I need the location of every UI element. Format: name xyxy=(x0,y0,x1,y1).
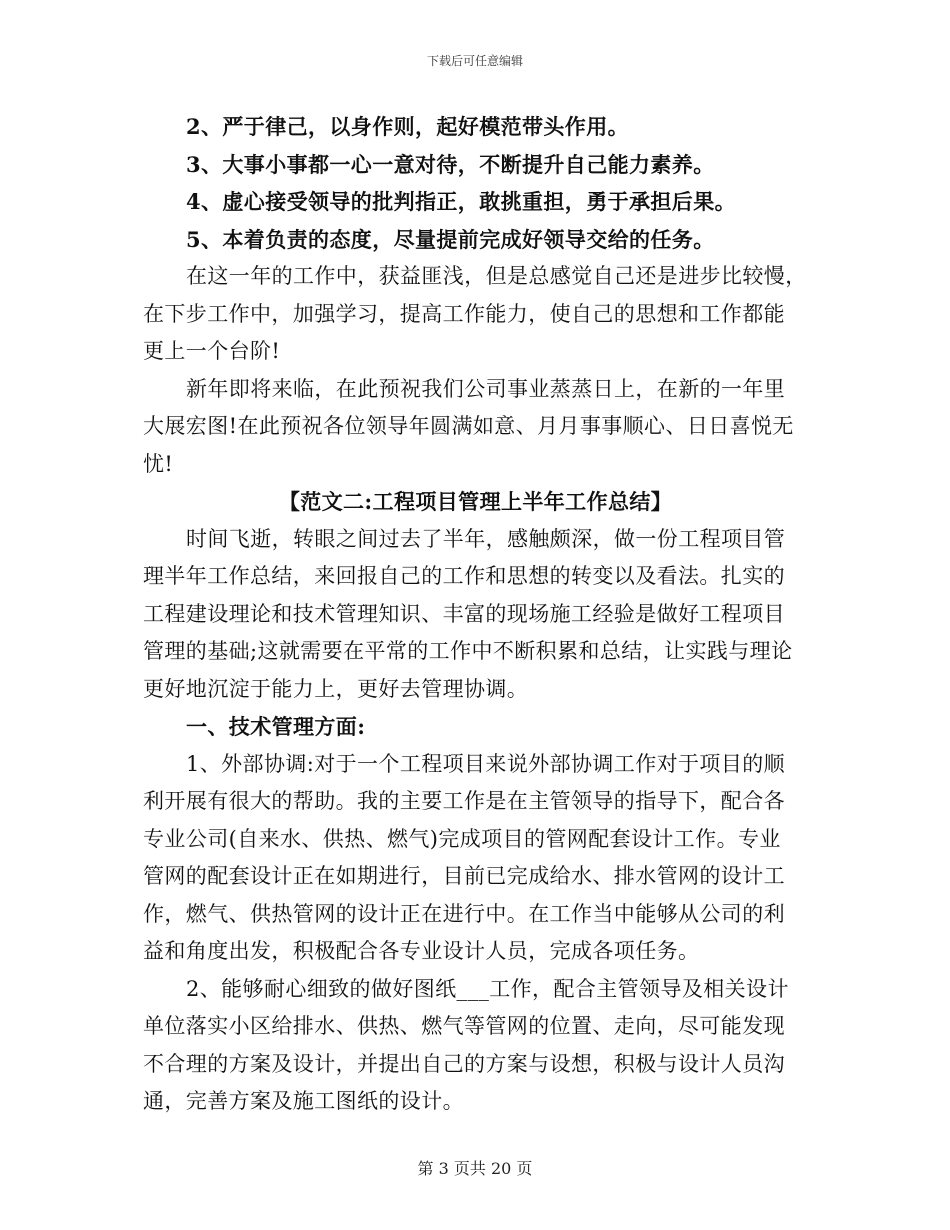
page-header: 下载后可任意编辑 xyxy=(426,54,523,68)
text-line: 1、外部协调:对于一个工程项目来说外部协调工作对于项目的顺 xyxy=(186,751,786,776)
text-line: 更上一个台阶! xyxy=(143,339,281,363)
text-line: 2、能够耐心细致的做好图纸___工作，配合主管领导及相关设计 xyxy=(186,976,789,1001)
text-line: 大展宏图!在此预祝各位领导年圆满如意、月月事事顺心、日日喜悦无 xyxy=(143,414,794,438)
text-line: 益和角度出发，积极配合各专业设计人员，完成各项任务。 xyxy=(143,939,700,963)
text-line: 通，完善方案及施工图纸的设计。 xyxy=(143,1089,464,1113)
text-line: 不合理的方案及设计，并提出自己的方案与设想，积极与设计人员沟 xyxy=(143,1051,785,1076)
text-line: 单位落实小区给排水、供热、燃气等管网的位置、走向，尽可能发现 xyxy=(143,1014,785,1038)
text-line: 3、大事小事都一心一意对待，不断提升自己能力素养。 xyxy=(186,151,715,177)
section-title: 【范文二:工程项目管理上半年工作总结】 xyxy=(278,489,673,514)
text-line: 新年即将来临，在此预祝我们公司事业蒸蒸日上，在新的一年里 xyxy=(186,376,786,401)
text-line: 专业公司(自来水、供热、燃气)完成项目的管网配套设计工作。专业 xyxy=(143,826,781,851)
page-footer: 第 3 页共 20 页 xyxy=(417,1159,533,1178)
text-line: 管理的基础;这就需要在平常的工作中不断积累和总结，让实践与理论 xyxy=(143,639,793,663)
text-line: 时间飞逝，转眼之间过去了半年，感触颇深，做一份工程项目管 xyxy=(186,526,786,551)
text-line: 在这一年的工作中，获益匪浅，但是总感觉自己还是进步比较慢， xyxy=(186,264,807,288)
text-line: 利开展有很大的帮助。我的主要工作是在主管领导的指导下，配合各 xyxy=(143,789,785,813)
text-line: 2、严于律己，以身作则，起好模范带头作用。 xyxy=(186,114,630,139)
text-line: 在下步工作中，加强学习，提高工作能力，使自己的思想和工作都能 xyxy=(143,301,785,326)
document-body xyxy=(143,108,808,1121)
text-line: 4、虚心接受领导的批判指正，敢挑重担，勇于承担后果。 xyxy=(186,189,737,214)
text-line: 工程建设理论和技术管理知识、丰富的现场施工经验是做好工程项目 xyxy=(143,601,785,626)
text-line: 5、本着负责的态度，尽量提前完成好领导交给的任务。 xyxy=(186,226,715,252)
text-line: 作，燃气、供热管网的设计正在进行中。在工作当中能够从公司的利 xyxy=(143,901,785,926)
text-line: 管网的配套设计正在如期进行，目前已完成给水、排水管网的设计工 xyxy=(143,864,785,888)
text-line: 理半年工作总结，来回报自己的工作和思想的转变以及看法。扎实的 xyxy=(143,564,785,588)
subsection-heading: 一、技术管理方面: xyxy=(186,714,366,739)
text-line: 忧! xyxy=(143,451,174,476)
text-line: 更好地沉淀于能力上，更好去管理协调。 xyxy=(143,676,529,701)
